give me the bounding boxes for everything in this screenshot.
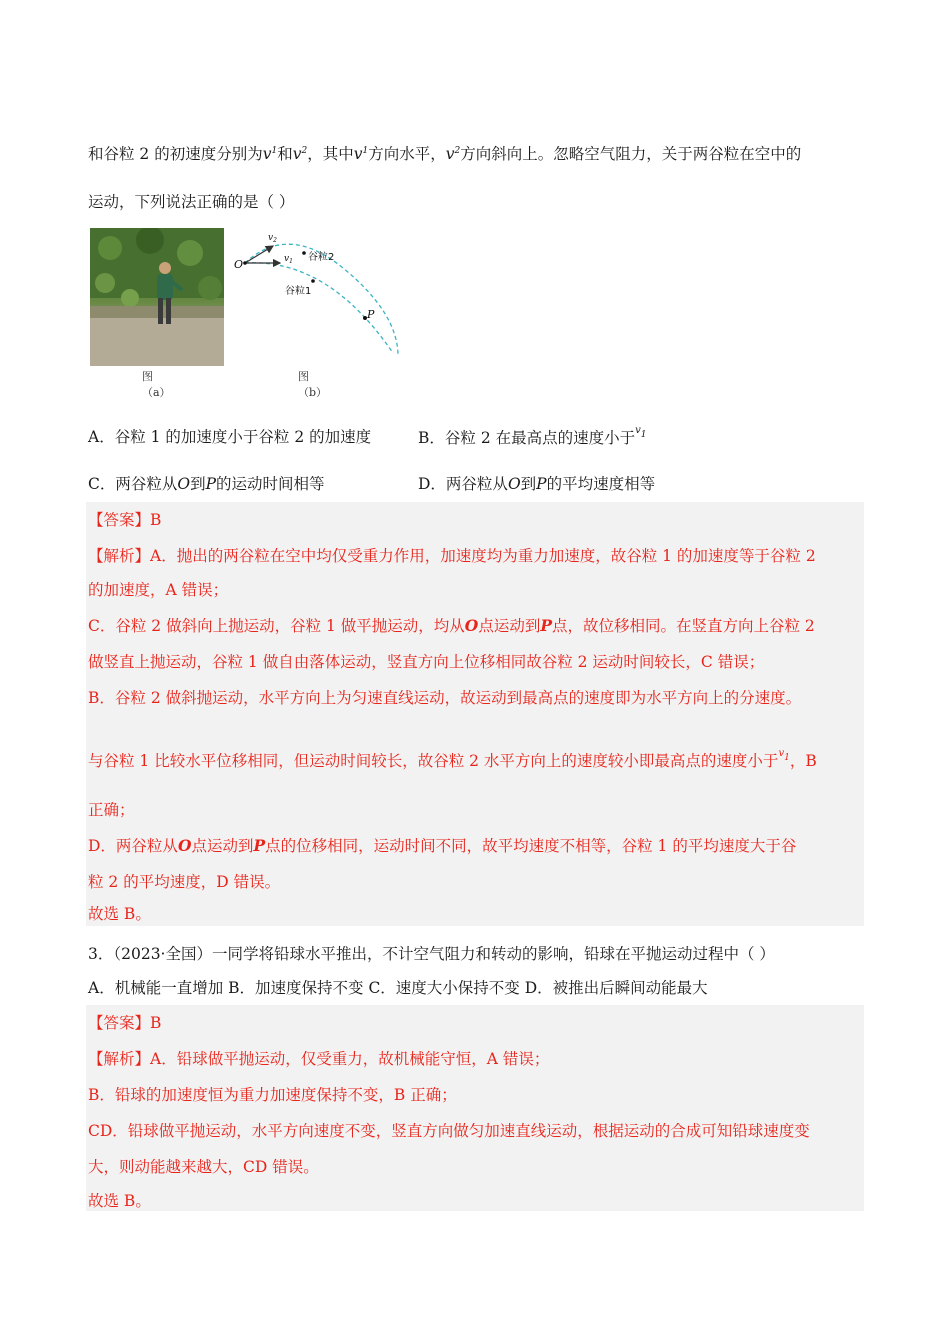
point-p: P: [536, 475, 547, 493]
explanation-line: 故选 B。: [88, 1192, 151, 1210]
explanation-line: 大，则动能越来越大，CD 错误。: [88, 1158, 319, 1176]
figure-a-caption: 图（a）: [142, 370, 171, 399]
v2-arrow: [245, 246, 273, 263]
explanation-text: 点运动到: [478, 617, 541, 635]
figure-b-caption: 图（b）: [298, 370, 328, 399]
v1-sub: 1: [271, 145, 278, 156]
stem-text: 方向斜向上。忽略空气阻力，关于两谷粒在空中的: [460, 145, 802, 163]
grain-2-label: 谷粒2: [308, 252, 335, 263]
farmer-photo: [90, 228, 224, 366]
stem-text: 方向水平，: [368, 145, 446, 163]
v2-sub: 2: [301, 145, 308, 156]
explanation-line: B．谷粒 2 做斜抛运动，水平方向上为匀速直线运动，故运动到最高点的速度即为水平方向上的分速度。: [88, 689, 802, 707]
explanation-line: 的加速度，A 错误；: [88, 581, 229, 599]
option-b-text: B．谷粒 2 在最高点的速度小于: [418, 429, 636, 447]
explanation-line: 正确；: [88, 801, 135, 819]
option-a: A．谷粒 1 的加速度小于谷粒 2 的加速度: [88, 428, 372, 446]
point-p: P: [253, 836, 266, 855]
explanation-line: [88, 614, 815, 636]
explanation-text: D．两谷粒从: [88, 837, 178, 855]
trajectory-diagram: [228, 228, 408, 368]
answer-block-q2: [86, 502, 864, 926]
explanation-line: [88, 834, 796, 856]
explanation-text: C．谷粒 2 做斜向上抛运动，谷粒 1 做平抛运动，均从: [88, 617, 465, 635]
stem-text: ，其中: [307, 145, 354, 163]
point-o: O: [177, 475, 191, 493]
question-3-stem: 3．（2023·全国）一同学将铅球水平推出，不计空气阻力和转动的影响，铅球在平抛运动过程中（ ）: [88, 945, 775, 963]
point-p: P: [205, 475, 217, 493]
point-p-label: P: [367, 308, 375, 321]
option-c: [88, 472, 325, 494]
explanation-text: ，B: [789, 752, 817, 770]
answer-block-q3: [86, 1005, 864, 1211]
option-d: [418, 472, 655, 494]
question-3-options: A．机械能一直增加 B．加速度保持不变 C．速度大小保持不变 D．被推出后瞬间动能最大: [88, 979, 708, 997]
explanation-line: 【解析】A．抛出的两谷粒在空中均仅受重力作用，加速度均为重力加速度，故谷粒 1 的加速度等于谷粒 2: [88, 547, 816, 565]
option-d-text: D．两谷粒从: [418, 475, 508, 493]
point-o: O: [177, 836, 192, 855]
point-o-label: O: [234, 258, 244, 271]
point-o: O: [464, 616, 479, 635]
option-b: B．谷粒 2 在最高点的速度小于$^{v1}$: [418, 425, 647, 447]
question-stem-line-1: 和谷粒 2 的初速度分别为$v^1$和$v^2$，其中$v^1$方向水平，$v^2$方向斜向上。忽略空气阻力，关于两谷粒在空中的: [88, 145, 802, 163]
stem-text: 和: [277, 145, 293, 163]
point-p: P: [540, 616, 552, 635]
explanation-text: 点的位移相同，运动时间不同，故平均速度不相等，谷粒 1 的平均速度大于谷: [265, 837, 797, 855]
explanation-text: 点运动到: [191, 837, 254, 855]
explanation-line: 【解析】A．铅球做平抛运动，仅受重力，故机械能守恒，A 错误；: [88, 1050, 550, 1068]
v2-sub: 2: [454, 145, 461, 156]
answer-label: 【答案】B: [88, 511, 162, 529]
explanation-line: 做竖直上抛运动，谷粒 1 做自由落体运动，竖直方向上位移相同故谷粒 2 运动时间较长，C 错误；: [88, 653, 765, 671]
v1-label: $v_1$: [284, 254, 293, 265]
explanation-line: 与谷粒 1 比较水平位移相同，但运动时间较长，故谷粒 2 水平方向上的速度较小即最高点的速度小于$^{v1}$，B: [88, 748, 817, 770]
explanation-line: 故选 B。: [88, 905, 151, 923]
stem-text: 和谷粒 2 的初速度分别为: [88, 145, 263, 163]
explanation-line: CD．铅球做平抛运动，水平方向速度不变，竖直方向做匀加速直线运动，根据运动的合成可知铅球速度变: [88, 1122, 810, 1140]
grain-1-label: 谷粒1: [285, 286, 312, 297]
v1-sub: 1: [640, 429, 647, 440]
v1-sub: 1: [784, 752, 790, 763]
option-c-text: 的运动时间相等: [216, 475, 325, 493]
farmer-photo-illustration: [90, 228, 224, 366]
explanation-text: 点，故位移相同。在竖直方向上谷粒 2: [551, 617, 815, 635]
explanation-text: 与谷粒 1 比较水平位移相同，但运动时间较长，故谷粒 2 水平方向上的速度较小即最高点的速度小于: [88, 752, 779, 770]
option-d-text: 的平均速度相等: [546, 475, 656, 493]
question-stem-line-2: 运动，下列说法正确的是（ ）: [88, 193, 295, 211]
v2-label: $v_2$: [268, 233, 277, 244]
point-o: O: [507, 475, 521, 493]
explanation-line: 粒 2 的平均速度，D 错误。: [88, 873, 281, 891]
answer-label: 【答案】B: [88, 1014, 162, 1032]
option-c-text: C．两谷粒从: [88, 475, 178, 493]
explanation-line: B．铅球的加速度恒为重力加速度保持不变，B 正确；: [88, 1086, 457, 1104]
option-d-text: 到: [520, 475, 537, 493]
v1-sub: 1: [362, 145, 369, 156]
option-c-text: 到: [190, 475, 206, 493]
